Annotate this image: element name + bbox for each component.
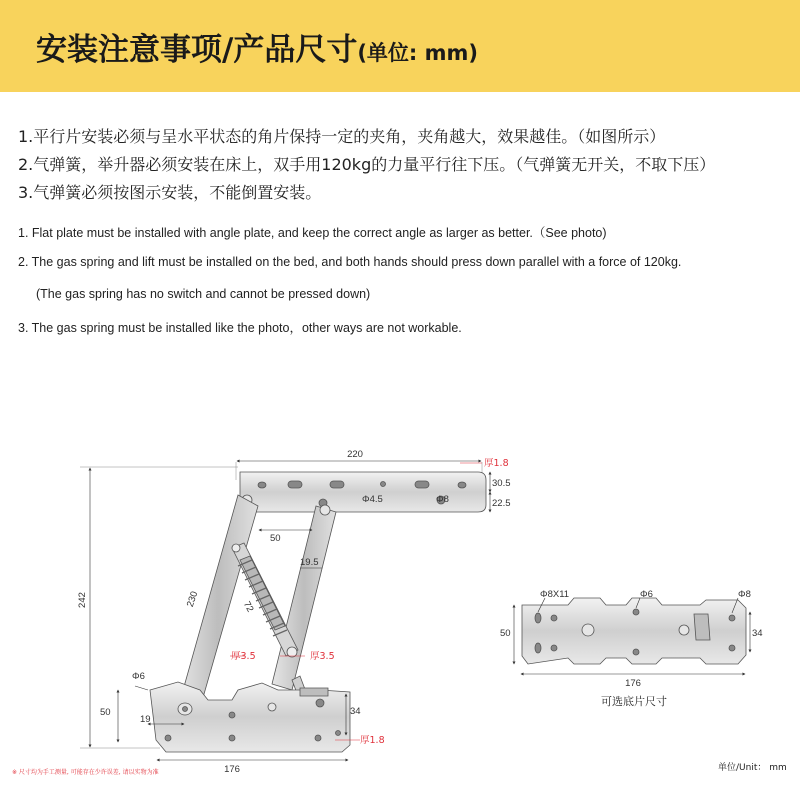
opt-dim-176: 176	[625, 678, 641, 689]
main-drawing	[80, 462, 486, 752]
title-text: 安装注意事项/产品尺寸	[36, 32, 358, 68]
opt-dim-slot: Φ8X11	[540, 589, 570, 600]
top-plate	[240, 472, 486, 512]
note-en-2b: (The gas spring has no switch and cannot be pressed down)	[36, 287, 371, 301]
optional-plate-caption: 可选底片尺寸	[601, 695, 667, 708]
note-en-1: 1. Flat plate must be installed with angle plate, and keep the correct angle as larger as better.（See photo)	[18, 226, 607, 240]
dim-72: 72	[240, 599, 256, 615]
dim-base-50: 50	[100, 707, 111, 718]
dim-thickness-mid-left: 厚3.5	[231, 651, 256, 662]
opt-dim-34: 34	[752, 628, 763, 639]
short-arm	[272, 506, 336, 690]
unit-note: 单位/Unit： mm	[718, 763, 787, 773]
dim-hole-6: Φ6	[132, 671, 145, 682]
dim-176: 176	[224, 764, 240, 775]
dim-base-34: 34	[350, 706, 361, 717]
opt-dim-hole-6: Φ6	[640, 589, 653, 600]
footnote: ※ 尺寸均为手工测量, 可能存在少许误差, 请以实物为准	[12, 769, 159, 776]
dim-19-5: 19.5	[300, 557, 319, 568]
dim-thickness-top: 厚1.8	[484, 458, 509, 469]
dim-50: 50	[270, 533, 281, 544]
gas-spring	[232, 543, 298, 657]
note-en-2: 2. The gas spring and lift must be installed on the bed, and both hands should press down parallel with a force of 120kg.	[18, 255, 682, 269]
dim-30-5: 30.5	[492, 478, 511, 489]
dim-hole-4-5: Φ4.5	[362, 494, 383, 505]
dim-242: 242	[77, 592, 88, 608]
note-cn-1: 1.平行片安装必须与呈水平状态的角片保持一定的夹角，夹角越大，效果越佳。（如图所示）	[18, 127, 666, 146]
opt-dim-50: 50	[500, 628, 511, 639]
dim-220: 220	[347, 449, 363, 460]
optional-plate-drawing	[522, 598, 746, 664]
title-unit: (单位: mm)	[357, 41, 478, 65]
dim-thickness-base: 厚1.8	[360, 735, 385, 746]
dim-thickness-mid-right: 厚3.5	[310, 651, 335, 662]
opt-dim-hole-8: Φ8	[738, 589, 751, 600]
note-en-3: 3. The gas spring must be installed like the photo，other ways are not workable.	[18, 321, 462, 335]
dim-hole-8: Φ8	[436, 494, 449, 505]
note-cn-2: 2.气弹簧，举升器必须安装在床上，双手用120kg的力量平行往下压。（气弹簧无开关，不取下压）	[18, 155, 716, 174]
dim-22-5: 22.5	[492, 498, 511, 509]
dim-base-19: 19	[140, 714, 151, 725]
note-cn-3: 3.气弹簧必须按图示安装，不能倒置安装。	[18, 183, 322, 202]
dim-230: 230	[184, 589, 201, 609]
